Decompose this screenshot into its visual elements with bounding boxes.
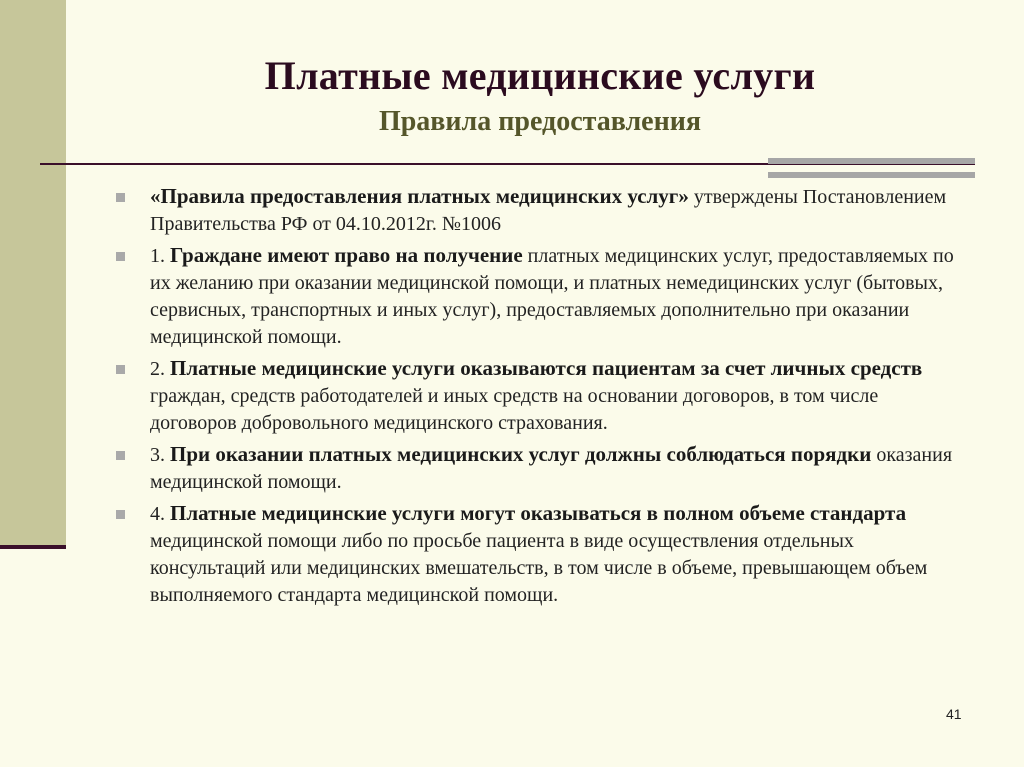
page-number: 41 [946, 706, 962, 722]
item-text: утверждены Постановлением Правительства РФ от 04.10.2012г. №1006 [150, 186, 947, 235]
item-bold-text: «Правила предоставления платных медицинских услуг» [150, 184, 689, 208]
item-number: 4. [150, 503, 170, 525]
item-text: платных медицинских услуг, предоставляемых по их желанию при оказании медицинской помощи, и платных немедицинских услуг (бытовых, сервисных, транспортных и иных услуг), предоставляемых дополнительно при оказании медицинской помощи. [150, 245, 954, 348]
list-item [108, 500, 968, 609]
item-text: оказания медицинской помощи. [150, 444, 953, 493]
item-bold-text: Платные медицинские услуги оказываются пациентам за счет личных средств [170, 356, 923, 380]
item-bold-text: При оказании платных медицинских услуг должны соблюдаться порядки [170, 442, 872, 466]
square-bullet-icon [116, 252, 125, 261]
square-bullet-icon [116, 510, 125, 519]
square-bullet-icon [116, 193, 125, 202]
square-bullet-icon [116, 451, 125, 460]
list-item [108, 355, 968, 437]
item-text: граждан, средств работодателей и иных средств на основании договоров, в том числе договоров добровольного медицинского страхования. [150, 385, 879, 434]
left-accent-underline [0, 545, 66, 549]
divider-accent-top [768, 158, 975, 164]
item-number: 2. [150, 358, 170, 380]
item-number: 1. [150, 245, 170, 267]
square-bullet-icon [116, 365, 125, 374]
list-item [108, 242, 968, 351]
item-bold-text: Платные медицинские услуги могут оказываться в полном объеме стандарта [170, 501, 907, 525]
item-number: 3. [150, 444, 170, 466]
item-bold-text: Граждане имеют право на получение [170, 243, 523, 267]
slide-subtitle: Правила предоставления [378, 106, 702, 137]
slide-title: Платные медицинские услуги [264, 53, 816, 98]
list-item [108, 441, 968, 496]
list-item [108, 183, 968, 238]
item-text: медицинской помощи либо по просьбе пациента в виде осуществления отдельных консультаций или медицинских вмешательств, в том числе в объеме, превышающем объем выполняемого стандарта медицинской помощи. [150, 530, 928, 606]
bullet-list [108, 183, 968, 613]
divider-accent-bottom [768, 172, 975, 178]
